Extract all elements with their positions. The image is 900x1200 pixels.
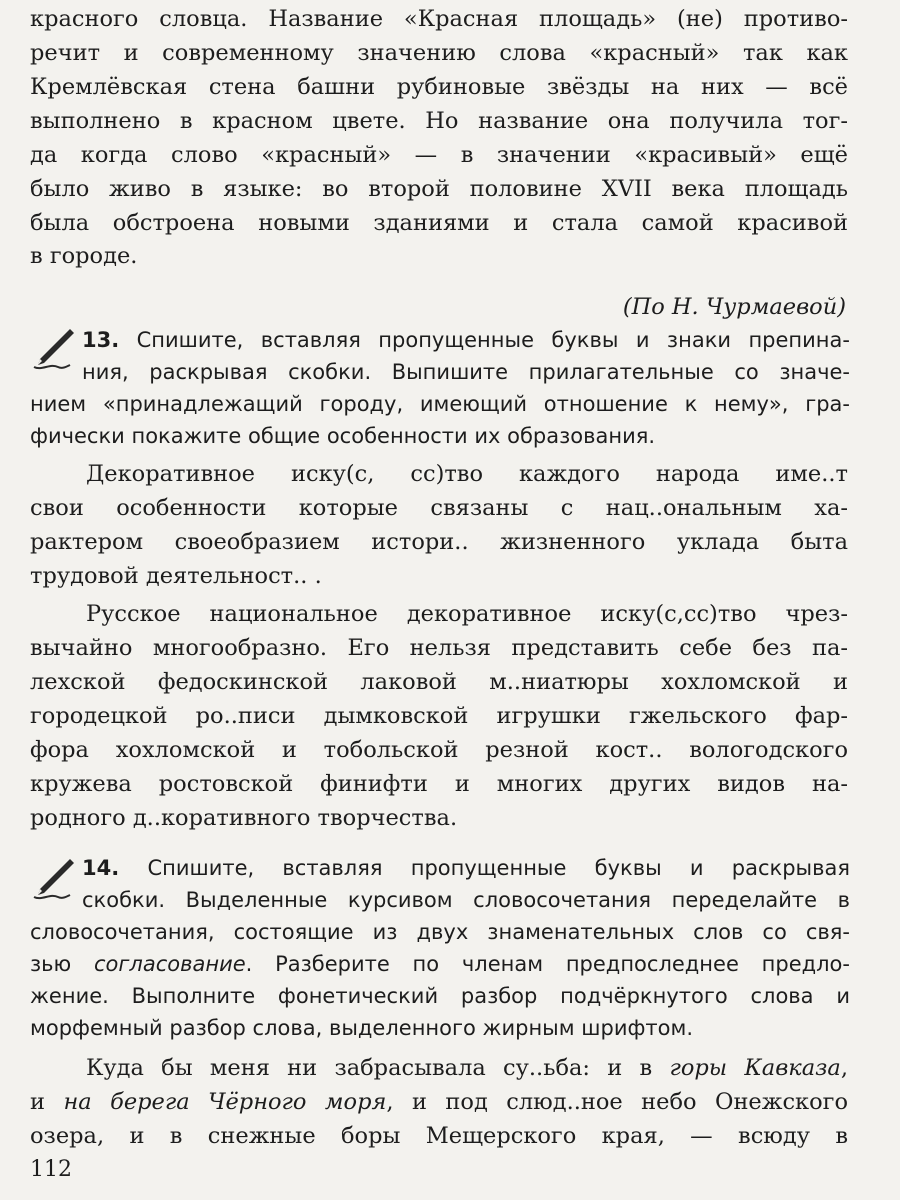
text-fragment: и (30, 1089, 45, 1115)
passage1-line: было живо в языке: во второй половине XVII века площадь (30, 176, 848, 202)
exercise13-text-line: Декоративное иску(с, сс)тво каждого народа име..т (86, 461, 848, 487)
exercise13-text-line: свои особенности которые связаны с нац..ональным ха- (30, 495, 848, 521)
exercise13-task-line: ния, раскрывая скобки. Выпишите прилагательные со значе- (82, 360, 850, 384)
exercise14-task-line: словосочетания, состоящие из двух знаменательных слов со свя- (30, 920, 850, 944)
exercise13-text-line: кружева ростовской финифти и многих других видов на- (30, 771, 848, 797)
exercise13-text-line: вычайно многообразно. Его нельзя представить себе без па- (30, 635, 848, 661)
pen-icon (30, 855, 76, 901)
exercise14-task-line (30, 949, 850, 979)
task-emphasis: согласование (94, 952, 246, 976)
passage1-line: речит и современному значению слова «красный» так как (30, 40, 848, 66)
exercise13-text-line: лехской федоскинской лаковой м..ниатюры хохломской и (30, 669, 848, 695)
exercise14-text-line: озера, и в снежные боры Мещерского края, — всюду в (30, 1123, 848, 1149)
pen-icon (30, 325, 76, 371)
exercise13-number: 13. (82, 328, 120, 352)
exercise13-text-line: Русское национальное декоративное иску(с,сс)тво чрез- (86, 601, 848, 627)
passage1-line: в городе. (30, 243, 138, 269)
exercise13-task-line: нием «принадлежащий городу, имеющий отношение к нему», гра- (30, 392, 850, 416)
exercise13-text-line: городецкой ро..писи дымковской игрушки гжельского фар- (30, 703, 848, 729)
task-text-fragment: . Разберите по членам предпоследнее предло- (245, 952, 850, 976)
exercise13-task-line (82, 325, 850, 355)
text-fragment: , (840, 1055, 848, 1081)
exercise13-task-line: фически покажите общие особенности их образования. (30, 424, 656, 448)
italic-phrase: на берега Чёрного моря (63, 1089, 387, 1115)
attribution: (По Н. Чурмаевой) (622, 293, 846, 320)
exercise14-task-line (82, 853, 850, 883)
passage1-line: да когда слово «красный» — в значении «красивый» ещё (30, 142, 848, 168)
text-fragment: , и под слюд..ное небо Онежского (386, 1089, 848, 1115)
exercise14-task-line: жение. Выполните фонетический разбор подчёркнутого слова и (30, 984, 850, 1008)
exercise14-text-line (86, 1053, 848, 1083)
exercise13-text-line: фора хохломской и тобольской резной кост.. вологодского (30, 737, 848, 763)
exercise14-task-text: Спишите, вставляя пропущенные буквы и раскрывая (147, 856, 850, 880)
exercise14-task-line: морфемный разбор слова, выделенного жирным шрифтом. (30, 1016, 694, 1040)
exercise14-text-line (30, 1087, 848, 1117)
exercise14-number: 14. (82, 856, 120, 880)
passage1-line: красного словца. Название «Красная площадь» (не) противо- (30, 6, 848, 32)
exercise13-task-text: Спишите, вставляя пропущенные буквы и знаки препина- (136, 328, 850, 352)
exercise13-text-line: рактером своеобразием истори.. жизненного уклада быта (30, 529, 848, 555)
italic-phrase: горы Кавказа (669, 1055, 841, 1081)
passage1-line: была обстроена новыми зданиями и стала самой красивой (30, 210, 848, 236)
passage1-line: Кремлёвская стена башни рубиновые звёзды на них — всё (30, 74, 848, 100)
page-number: 112 (30, 1157, 72, 1182)
exercise13-text-line: родного д..коративного творчества. (30, 805, 458, 831)
passage1-line: выполнено в красном цвете. Но название она получила тог- (30, 108, 848, 134)
exercise14-task-line: скобки. Выделенные курсивом словосочетания переделайте в (82, 888, 850, 912)
exercise13-text-line: трудовой деятельност.. . (30, 563, 322, 589)
text-fragment: Куда бы меня ни забрасывала су..ьба: и в (86, 1055, 653, 1081)
task-text-fragment: зью (30, 952, 72, 976)
